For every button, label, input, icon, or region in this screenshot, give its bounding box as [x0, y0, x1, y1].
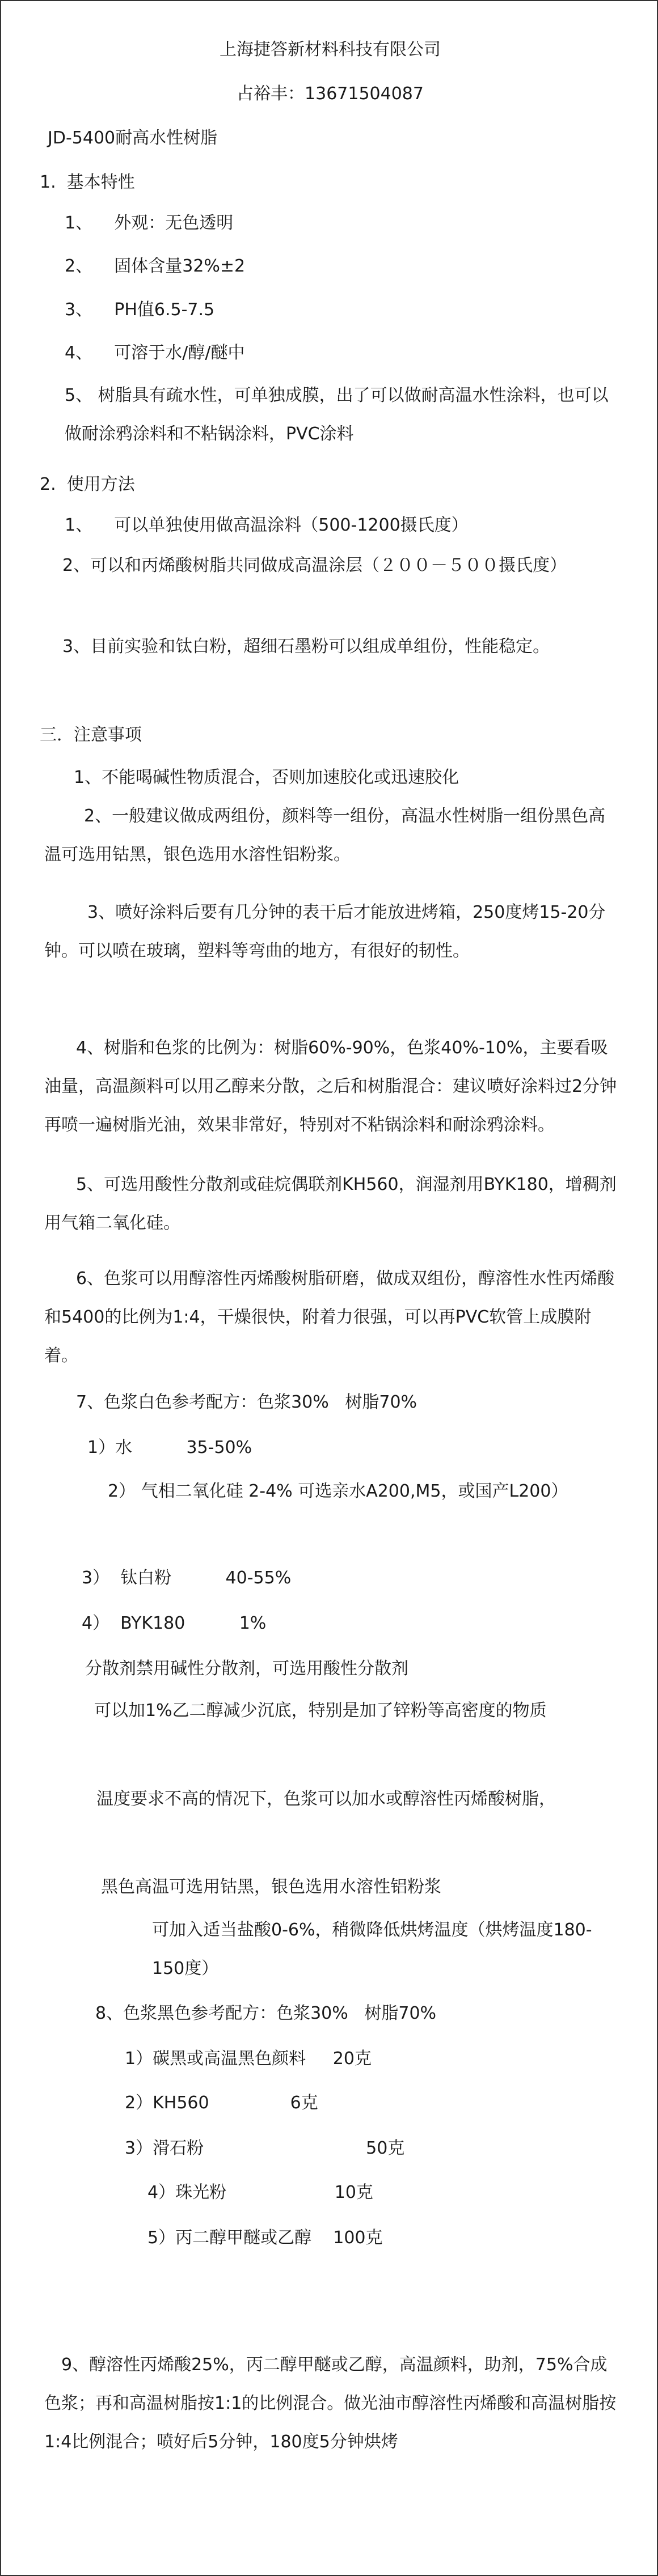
white-formula-row: 2） 气相二氧化硅 2-4% 可选亲水A200,M5，或国产L200）	[108, 1481, 568, 1501]
note-paragraph: 1、不能喝碱性物质混合，否则加速胶化或迅速胶化	[74, 768, 459, 787]
usage-item: 2、可以和丙烯酸树脂共同做成高温涂层（２００－５００摄氏度）	[62, 556, 567, 575]
usage-item: 3、目前实验和钛白粉，超细石墨粉可以组成单组份，性能稳定。	[62, 637, 550, 656]
black-formula-row: 2）KH560 6克	[125, 2093, 318, 2113]
black-formula-row: 4）珠光粉 10克	[147, 2183, 373, 2202]
formula-note: 分散剂禁用碱性分散剂，可选用酸性分散剂	[85, 1659, 408, 1679]
white-formula-row: 3） 钛白粉 40-55%	[82, 1568, 292, 1588]
contact-line: 占裕丰：13671504087	[237, 84, 424, 104]
black-formula-row: 5）丙二醇甲醚或乙醇 100克	[147, 2228, 383, 2248]
section-1-heading: 1. 基本特性	[40, 172, 135, 192]
formula-note: 可加入适当盐酸0-6%，稍微降低烘烤温度（烘烤温度180-150度）	[152, 1920, 592, 1978]
black-formula-row: 1）碳黑或高温黑色颜料 20克	[125, 2049, 372, 2069]
note-paragraph: 2、一般建议做成两组份，颜料等一组份，高温水性树脂一组份黑色高温可选用钴黑，银色选用水溶性铝粉浆。	[44, 806, 606, 865]
company-name: 上海捷答新材料科技有限公司	[220, 40, 441, 60]
formula-note: 黑色高温可选用钴黑，银色选用水溶性铝粉浆	[101, 1877, 441, 1897]
white-formula-row: 4） BYK180 1%	[82, 1613, 267, 1633]
section-3-heading: 三．注意事项	[40, 725, 142, 745]
note-paragraph: 4、树脂和色浆的比例为：树脂60%-90%，色浆40%-10%，主要看吸油量，高温颜料可以用乙醇来分散，之后和树脂混合：建议喷好涂料过2分钟再喷一遍树脂光油，效果非常好，特别对不粘锅涂料和耐涂鸦涂料。	[44, 1038, 617, 1135]
product-title: JD-5400耐高水性树脂	[48, 128, 218, 148]
note-paragraph: 3、喷好涂料后要有几分钟的表干后才能放进烤箱，250度烤15-20分钟。可以喷在玻璃，塑料等弯曲的地方，有很好的韧性。	[44, 903, 606, 961]
property-item: 4、 可溶于水/醇/醚中	[65, 343, 245, 363]
property-item	[65, 376, 621, 454]
black-formula-row: 3）滑石粉 50克	[125, 2138, 405, 2158]
note-paragraph: 9、醇溶性丙烯酸25%，丙二醇甲醚或乙醇，高温颜料，助剂，75%合成色浆；再和高温树脂按1:1的比例混合。做光油市醇溶性丙烯酸和高温树脂按1:4比例混合；喷好后5分钟，180度5分钟烘烤	[44, 2355, 617, 2452]
white-formula-heading: 7、色浆白色参考配方：色浆30% 树脂70%	[76, 1392, 417, 1412]
property-item: 2、 固体含量32%±2	[65, 256, 246, 276]
property-item: 1、 外观：无色透明	[65, 213, 234, 233]
note-paragraph: 6、色浆可以用醇溶性丙烯酸树脂研磨，做成双组份，醇溶性水性丙烯酸和5400的比例为1:4，干燥很快，附着力很强，可以再PVC软管上成膜附着。	[44, 1269, 615, 1366]
formula-note: 温度要求不高的情况下，色浆可以加水或醇溶性丙烯酸树脂，	[96, 1789, 556, 1809]
formula-note: 可以加1%乙二醇减少沉底，特别是加了锌粉等高密度的物质	[94, 1701, 547, 1721]
property-item: 3、 PH值6.5-7.5	[65, 300, 215, 320]
white-formula-row: 1）水 35-50%	[87, 1438, 252, 1458]
note-paragraph: 5、可选用酸性分散剂或硅烷偶联剂KH560，润湿剂用BYK180，增稠剂用气箱二氧化硅。	[44, 1175, 617, 1233]
property-item-text: 5、 树脂具有疏水性，可单独成膜，出了可以做耐高温水性涂料，也可以做耐涂鸦涂料和不粘锅涂料，PVC涂料	[65, 385, 609, 444]
black-formula-heading: 8、色浆黑色参考配方：色浆30% 树脂70%	[95, 2003, 437, 2023]
section-2-heading: 2. 使用方法	[40, 474, 135, 494]
usage-item: 1、 可以单独使用做高温涂料（500-1200摄氏度）	[65, 515, 469, 535]
